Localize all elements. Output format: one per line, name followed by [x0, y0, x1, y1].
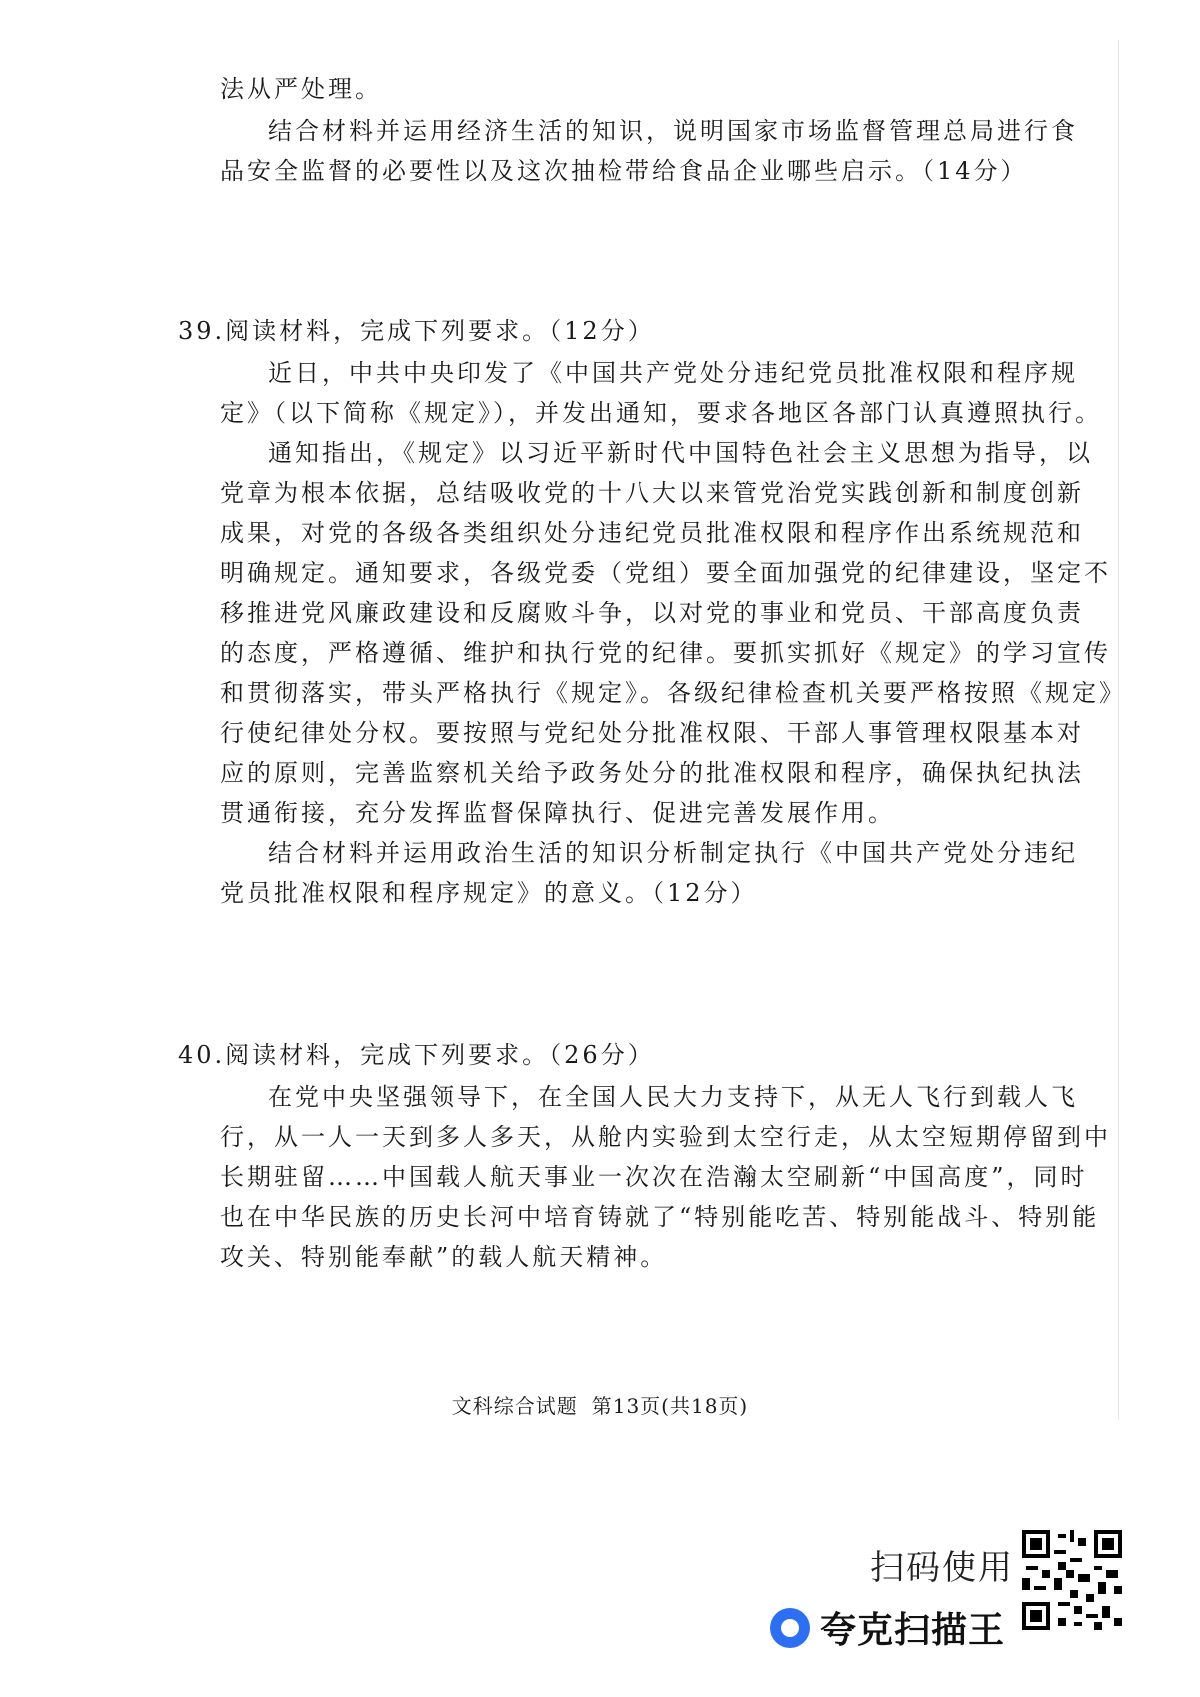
- q39-line: 应的原则，完善监察机关给予政务处分的批准权限和程序，确保执纪执法: [220, 759, 1084, 787]
- q39-line: 结合材料并运用政治生活的知识分析制定执行《中国共产党处分违纪: [268, 839, 1078, 867]
- q40-line: 行，从一人一天到多人多天，从舱内实验到太空行走，从太空短期停留到中: [220, 1123, 1111, 1151]
- qr-code-icon[interactable]: [1022, 1530, 1122, 1630]
- question-40-heading: 40.阅读材料，完成下列要求。（26分）: [178, 1041, 655, 1069]
- text-line: 品安全监督的必要性以及这次抽检带给食品企业哪些启示。（14分）: [220, 157, 1028, 185]
- footer-title: 文科综合试题: [451, 1394, 578, 1418]
- q39-line: 和贯彻落实，带头严格执行《规定》。各级纪律检查机关要严格按照《规定》: [220, 679, 1126, 707]
- q39-line: 贯通衔接，充分发挥监督保障执行、促进完善发展作用。: [220, 799, 895, 827]
- q40-line: 攻关、特别能奉献”的载人航天精神。: [220, 1243, 668, 1271]
- q39-line: 的态度，严格遵循、维护和执行党的纪律。要抓实抓好《规定》的学习宣传: [220, 639, 1111, 667]
- question-39-heading: 39.阅读材料，完成下列要求。（12分）: [178, 317, 655, 345]
- scanner-watermark: [770, 1540, 1020, 1660]
- q39-line: 成果，对党的各级各类组织处分违纪党员批准权限和程序作出系统规范和: [220, 519, 1084, 547]
- q39-line: 党章为根本依据，总结吸收党的十八大以来管党治党实践创新和制度创新: [220, 479, 1084, 507]
- q39-line: 通知指出，《规定》以习近平新时代中国特色社会主义思想为指导，以: [268, 439, 1093, 467]
- q40-line: 长期驻留……中国载人航天事业一次次在浩瀚太空刷新“中国高度”，同时: [220, 1163, 1088, 1191]
- text-line: 法从严处理。: [220, 75, 382, 103]
- footer-page-number: 第13页(共18页): [591, 1394, 749, 1418]
- scan-edge-divider: [1118, 40, 1119, 1420]
- brand-name: 夸克扫描王: [820, 1610, 1006, 1651]
- quark-logo-icon: [770, 1608, 810, 1648]
- q39-line: 近日，中共中央印发了《中国共产党处分违纪党员批准权限和程序规: [268, 359, 1078, 387]
- q39-line: 明确规定。通知要求，各级党委（党组）要全面加强党的纪律建设，坚定不: [220, 559, 1111, 587]
- q39-line: 移推进党风廉政建设和反腐败斗争，以对党的事业和党员、干部高度负责: [220, 599, 1084, 627]
- text-line: 结合材料并运用经济生活的知识，说明国家市场监督管理总局进行食: [268, 117, 1078, 145]
- page-footer: [0, 1390, 1200, 1419]
- scan-to-use-label: 扫码使用: [870, 1548, 1014, 1588]
- q39-line: 行使纪律处分权。要按照与党纪处分批准权限、干部人事管理权限基本对: [220, 719, 1084, 747]
- q40-line: 也在中华民族的历史长河中培育铸就了“特别能吃苦、特别能战斗、特别能: [220, 1203, 1100, 1231]
- q39-line: 定》（以下简称《规定》），并发出通知，要求各地区各部门认真遵照执行。: [220, 399, 1102, 427]
- q40-line: 在党中央坚强领导下，在全国人民大力支持下，从无人飞行到载人飞: [268, 1083, 1078, 1111]
- q39-line: 党员批准权限和程序规定》的意义。（12分）: [220, 879, 758, 907]
- brand-row: [770, 1602, 1005, 1653]
